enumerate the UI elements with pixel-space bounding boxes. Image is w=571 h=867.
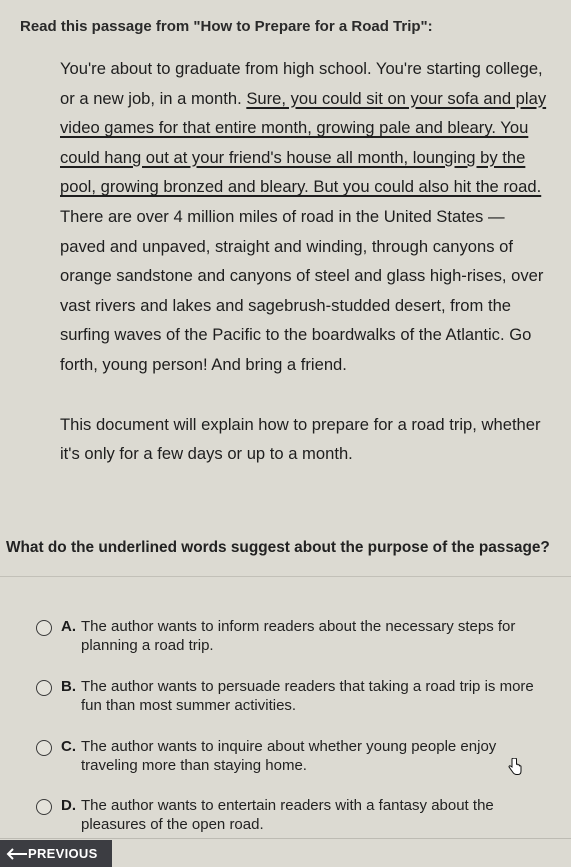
- divider: [0, 576, 571, 577]
- option-text: The author wants to entertain readers with a fantasy about the pleasures of the open road.: [81, 797, 494, 833]
- footer-divider: [0, 838, 571, 839]
- radio-button[interactable]: [36, 740, 52, 756]
- radio-button[interactable]: [36, 799, 52, 815]
- radio-button[interactable]: [36, 680, 52, 696]
- passage: [60, 54, 550, 469]
- option-letter: A.: [61, 618, 76, 635]
- passage-paragraph-1: [60, 54, 550, 380]
- passage-text: You're about to graduate from high school. You're starting college, or a new job, in a month.: [60, 59, 543, 108]
- option-letter: D.: [61, 797, 76, 814]
- answer-option-d[interactable]: [36, 797, 566, 834]
- question-text: What do the underlined words suggest about the purpose of the passage?: [6, 539, 550, 556]
- answer-option-b[interactable]: [36, 678, 566, 715]
- previous-button-label: PREVIOUS: [28, 846, 98, 861]
- option-text: The author wants to inform readers about the necessary steps for planning a road trip.: [81, 618, 516, 654]
- option-text: The author wants to persuade readers that taking a road trip is more fun than most summer activities.: [81, 678, 534, 714]
- passage-paragraph-2: This document will explain how to prepare for a road trip, whether it's only for a few days or up to a month.: [60, 414, 541, 464]
- option-letter: B.: [61, 678, 76, 695]
- answer-option-c[interactable]: [36, 738, 566, 775]
- hand-cursor-icon: [508, 758, 522, 776]
- underlined-words: Sure, you could sit on your sofa and play video games for that entire month, growing pale and bleary. You could hang out at your friend's house all month, lounging by the pool, growing bronzed and bleary. But you could also hit the road.: [60, 88, 547, 197]
- passage-intro: Read this passage from "How to Prepare for a Road Trip":: [20, 18, 433, 35]
- radio-button[interactable]: [36, 620, 52, 636]
- answer-option-a[interactable]: [36, 618, 566, 655]
- option-letter: C.: [61, 738, 76, 755]
- previous-button[interactable]: [0, 840, 112, 867]
- option-text: The author wants to inquire about whether young people enjoy traveling more than staying home.: [81, 738, 497, 774]
- arrow-left-icon: [6, 848, 28, 860]
- passage-text: There are over 4 million miles of road in the United States — paved and unpaved, straight and winding, through canyons of orange sandstone and canyons of steel and glass high-rises, over vast rivers and lakes and sagebrush-studded desert, from the surfing waves of the Pacific to the boardwalks of the Atlantic. Go forth, young person! And bring a friend.: [60, 206, 544, 374]
